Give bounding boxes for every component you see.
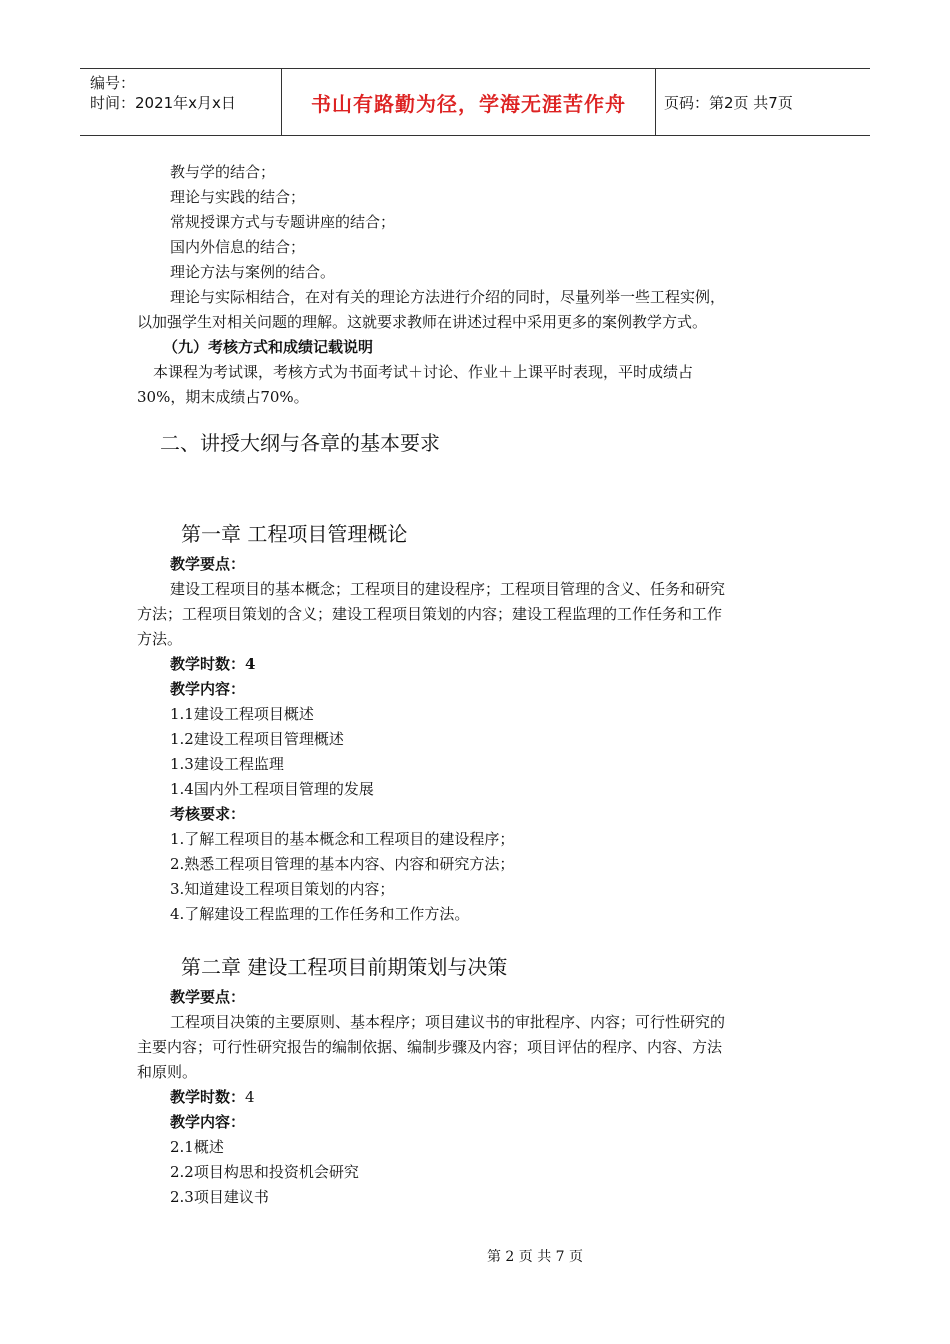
assess-line: 30%，期末成绩占70%。 xyxy=(137,388,309,406)
assess-heading: （九）考核方式和成绩记载说明 xyxy=(163,338,374,356)
doc-number-label: 编号： xyxy=(90,74,136,92)
chapter1-req-label: 考核要求： xyxy=(170,805,246,823)
combo-item: 国内外信息的结合； xyxy=(170,238,306,256)
chapter2-points-line: 工程项目决策的主要原则、基本程序；项目建议书的审批程序、内容；可行性研究的 xyxy=(170,1013,726,1031)
chapter2-points-line: 主要内容；可行性研究报告的编制依据、编制步骤及内容；项目评估的程序、内容、方法 xyxy=(137,1038,723,1056)
paragraph-line: 以加强学生对相关问题的理解。这就要求教师在讲述过程中采用更多的案例教学方式。 xyxy=(137,313,708,331)
combo-item: 常规授课方式与专题讲座的结合； xyxy=(170,213,396,231)
chapter2-content-item: 2.2项目构思和投资机会研究 xyxy=(170,1163,359,1181)
chapter2-title: 第二章 建设工程项目前期策划与决策 xyxy=(181,955,508,979)
chapter1-req-item: 1.了解工程项目的基本概念和工程项目的建设程序； xyxy=(170,830,515,848)
chapter1-points-label: 教学要点： xyxy=(170,555,246,573)
chapter2-content-label: 教学内容： xyxy=(170,1113,246,1131)
section-title: 二、讲授大纲与各章的基本要求 xyxy=(160,431,440,455)
chapter1-points-line: 方法；工程项目策划的含义；建设工程项目策划的内容；建设工程监理的工作任务和工作 xyxy=(137,605,723,623)
doc-date: 时间：2021年x月x日 xyxy=(90,94,236,112)
chapter2-content-item: 2.1概述 xyxy=(170,1138,224,1156)
chapter1-req-item: 3.知道建设工程项目策划的内容； xyxy=(170,880,395,898)
chapter2-hours-label: 教学时数： xyxy=(170,1088,246,1106)
chapter1-hours: 教学时数：4 xyxy=(170,655,256,673)
chapter1-req-item: 2.熟悉工程项目管理的基本内容、内容和研究方法； xyxy=(170,855,515,873)
chapter1-content-label: 教学内容： xyxy=(170,680,246,698)
chapter1-content-item: 1.2建设工程项目管理概述 xyxy=(170,730,344,748)
chapter2-points-label: 教学要点： xyxy=(170,988,246,1006)
combo-item: 理论方法与案例的结合。 xyxy=(170,263,336,281)
chapter2-points-line: 和原则。 xyxy=(137,1063,198,1081)
combo-item: 教与学的结合； xyxy=(170,163,276,181)
chapter1-points-line: 方法。 xyxy=(137,630,183,648)
chapter1-points-line: 建设工程项目的基本概念；工程项目的建设程序；工程项目管理的含义、任务和研究 xyxy=(170,580,726,598)
header-motto: 书山有路勤为径，学海无涯苦作舟 xyxy=(282,69,656,135)
page-footer: 第 2 页 共 7 页 xyxy=(486,1249,584,1265)
chapter1-title: 第一章 工程项目管理概论 xyxy=(181,522,408,546)
chapter1-req-item: 4.了解建设工程监理的工作任务和工作方法。 xyxy=(170,905,470,923)
chapter1-content-item: 1.1建设工程项目概述 xyxy=(170,705,314,723)
chapter1-content-item: 1.3建设工程监理 xyxy=(170,755,284,773)
combo-item: 理论与实践的结合； xyxy=(170,188,306,206)
chapter2-hours xyxy=(137,1085,800,1110)
document-body xyxy=(137,160,800,1210)
chapter1-content-item: 1.4国内外工程项目管理的发展 xyxy=(170,780,374,798)
paragraph-line: 理论与实际相结合，在对有关的理论方法进行介绍的同时，尽量列举一些工程实例， xyxy=(170,288,726,306)
chapter2-hours-value: 4 xyxy=(245,1088,255,1106)
header-meta xyxy=(80,69,282,135)
chapter2-content-item: 2.3项目建议书 xyxy=(170,1188,269,1206)
page-header xyxy=(80,68,870,136)
assess-line: 本课程为考试课，考核方式为书面考试＋讨论、作业＋上课平时表现，平时成绩占 xyxy=(153,363,694,381)
header-page-info: 页码：第2页 共7页 xyxy=(664,93,793,112)
